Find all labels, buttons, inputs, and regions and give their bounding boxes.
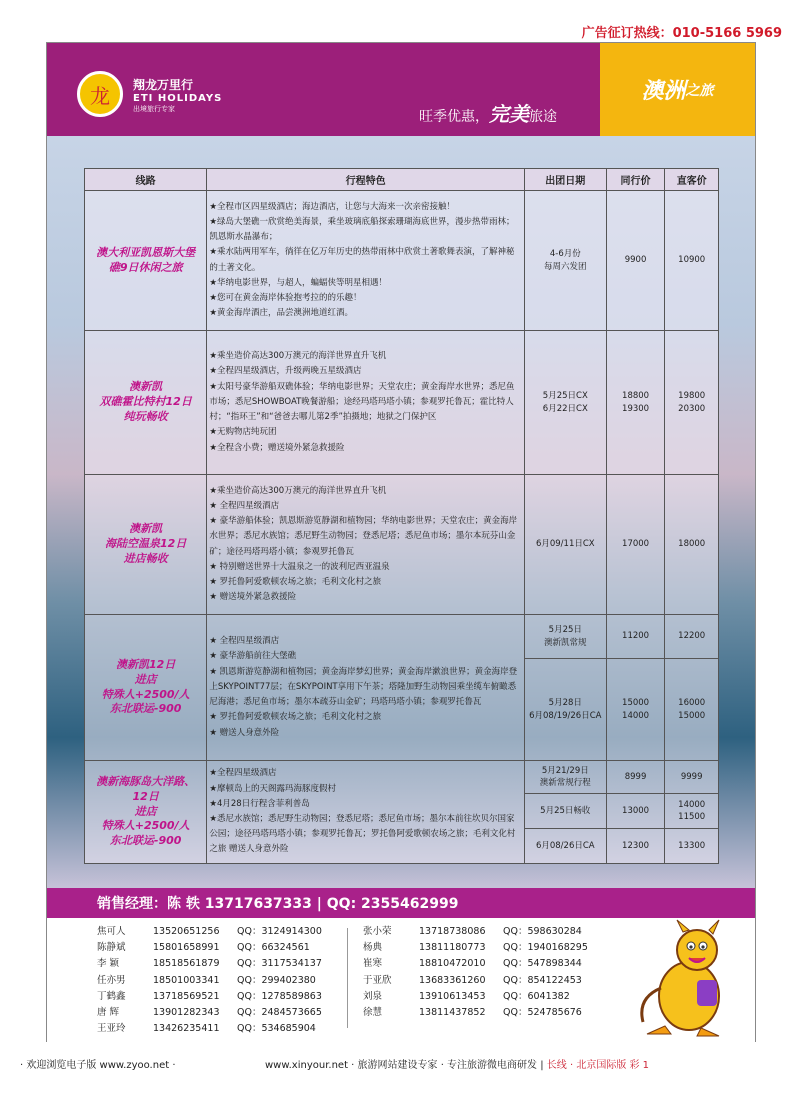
contact-name: 崔寒 (363, 958, 383, 970)
peer-price-cell (606, 475, 665, 615)
line: 14000 (678, 799, 706, 810)
contact-qq: QQ：3117534137 (237, 958, 322, 970)
ad-frame (46, 42, 756, 1042)
line: 澳新凯12日 (116, 657, 176, 671)
footer-left: · 欢迎浏览电子版 www.zyoo.net · (20, 1060, 176, 1071)
feature-line: ★ 全程四星级酒店 (209, 500, 280, 511)
footer-mid (265, 1056, 780, 1071)
feature-line: ★无购物店纯玩团 (209, 427, 277, 438)
line: 双礁霍比特村12日 (99, 395, 192, 409)
feature-line: ★太阳号豪华游船双礁体验；华纳电影世界；天堂农庄；黄金海岸水世界；悉尼鱼市场；悉尼SHOWBOAT晚餐游船；途经玛塔玛塔小镇；参观罗托鲁瓦；霍比特人村；“指环王”和“爸爸去哪儿第2季”拍摄地；地狱之门保护区 (209, 381, 515, 423)
retail-price-cell (665, 615, 719, 659)
line: 进店 (134, 672, 157, 686)
line: 澳新凯常规 (544, 637, 587, 648)
retail-price-cell (665, 475, 719, 615)
line: 13000 (622, 805, 650, 816)
contact-name: 杨典 (363, 942, 383, 954)
retail-price-cell (665, 331, 719, 475)
line: 13300 (678, 840, 706, 851)
header-date: 出团日期 (524, 169, 606, 191)
contact-row (97, 956, 337, 972)
header-peer-price: 同行价 (606, 169, 665, 191)
contact-row (97, 924, 337, 940)
line: 特殊人+2500/人 (101, 819, 190, 833)
features-cell (207, 331, 525, 475)
line: 11200 (622, 631, 650, 642)
feature-line: ★乘水陆两用军车，徜徉在亿万年历史的热带雨林中欣赏土著歌舞表演，了解神秘的土著文化。 (209, 247, 515, 273)
peer-price-cell (606, 191, 665, 331)
peer-price-cell (606, 659, 665, 761)
line: 18800 (622, 391, 650, 402)
header-features: 行程特色 (207, 169, 525, 191)
contacts-right (363, 924, 603, 1021)
contact-qq: QQ：598630284 (503, 926, 582, 937)
table-row (85, 615, 719, 659)
line: 进店畅收 (123, 551, 168, 565)
table-row (85, 331, 719, 475)
feature-line: ★全程四星级酒店 (209, 768, 277, 779)
header-route: 线路 (85, 169, 207, 191)
line: 15000 (622, 698, 650, 709)
line: 礁9日休闲之旅 (108, 260, 183, 274)
line: 每周六发团 (544, 261, 587, 272)
line: 6月08/19/26日CA (529, 710, 602, 721)
features-cell (207, 191, 525, 331)
contact-row (97, 1021, 337, 1037)
header-retail-price: 直客价 (665, 169, 719, 191)
feature-line: ★悉尼水族馆；悉尼野生动物园；登悉尼塔；悉尼鱼市场；墨尔本前往坎贝尔国家公园；途径玛塔玛塔小镇；参观罗托鲁瓦；罗托鲁阿爱歌顿农场之旅；毛利文化村之旅 赠送人身意外险 (209, 814, 516, 855)
contact-phone: 13718569521 (153, 990, 220, 1002)
contacts (47, 918, 755, 1042)
line: 进店 (134, 804, 157, 818)
banner (47, 43, 755, 136)
line: 澳新海豚岛大洋路、 (96, 774, 196, 788)
feature-line: ★ 豪华游船体验；凯恩斯游览静湖和植物园；华纳电影世界；天堂农庄；黄金海岸水世界；悉尼水族馆；悉尼野生动物园；登悉尼塔；悉尼鱼市场；墨尔本玩芬山金矿；途径玛塔玛塔小镇；参观罗托鲁瓦 (209, 516, 518, 557)
line: 5月25日畅收 (540, 805, 591, 816)
contact-phone: 13683361260 (419, 974, 486, 986)
line: 10900 (678, 255, 706, 266)
hotline: 广告征订热线：010-5166 5969 (581, 26, 782, 41)
line: 东北联运-900 (109, 702, 182, 716)
divider (347, 928, 348, 1028)
feature-line: ★ 特别赠送世界十大温泉之一的波利尼西亚温泉 (209, 561, 390, 572)
contact-phone: 13901282343 (153, 1007, 220, 1019)
contact-name: 王亚玲 (97, 1023, 126, 1035)
feature-line: ★ 罗托鲁阿爱歌顿农场之旅；毛利文化村之旅 (209, 576, 382, 587)
contact-phone: 13520651256 (153, 926, 220, 937)
contact-row (97, 973, 337, 989)
dragon-logo-icon: 龙 (77, 71, 123, 117)
feature-line: ★4月28日行程含菲利普岛 (209, 798, 310, 809)
line: 18000 (678, 539, 706, 550)
feature-line: ★乘坐造价高达300万澳元的海洋世界直升飞机 (209, 485, 387, 496)
retail-price-cell (665, 191, 719, 331)
feature-line: ★绿岛大堡礁一欣赏绝美海景，乘坐玻璃底船探索珊瑚海底世界，漫步热带雨林；凯恩斯水晶瀑布； (209, 216, 515, 243)
contacts-left (97, 924, 337, 1037)
footer-mid-text: www.xinyour.net · 旅游网站建设专家 · 专注旅游微电商研发 | (265, 1060, 544, 1071)
table-header (85, 169, 719, 191)
line: 15000 (678, 710, 706, 721)
contact-name: 李 颖 (97, 958, 120, 970)
contact-row (363, 956, 603, 972)
line: 8999 (624, 771, 647, 782)
peer-price-cell (606, 761, 665, 794)
line: 19800 (678, 391, 706, 402)
line: 6月08/26日CA (535, 840, 595, 851)
route-cell (85, 615, 207, 761)
kangaroo-mascot-icon (627, 918, 745, 1040)
slogan-a: 旺季优惠， (419, 109, 489, 125)
feature-line: ★ 赠送人身意外险 (209, 727, 280, 738)
feature-line: ★ 全程四星级酒店 (209, 636, 280, 647)
contact-phone: 18810472010 (419, 958, 486, 970)
slogan-big: 完美 (489, 102, 529, 126)
contact-row (363, 940, 603, 956)
date-cell (524, 659, 606, 761)
contact-qq: QQ：3124914300 (237, 926, 322, 937)
feature-line: ★ 豪华游船前往大堡礁 (209, 651, 297, 662)
brand-en: ETI HOLIDAYS (133, 93, 223, 104)
features-cell (207, 615, 525, 761)
brand (133, 76, 222, 114)
footer-right: 长线 · 北京国际版 彩 1 (543, 1060, 650, 1071)
date-cell (524, 794, 606, 829)
slogan-b: 旅途 (529, 109, 557, 125)
brand-cn: 翔龙万里行 (133, 78, 194, 92)
line: 14000 (622, 710, 650, 721)
peer-price-cell (606, 829, 665, 864)
contact-qq: QQ：66324561 (237, 942, 310, 954)
feature-line: ★华纳电影世界，与超人，蝙蝠侠等明星相遇！ (209, 277, 387, 288)
brand-sub: 出境旅行专家 (133, 105, 175, 113)
line: 4-6月份 (549, 249, 581, 260)
peer-price-cell (606, 615, 665, 659)
contact-phone: 13910613453 (419, 990, 486, 1002)
contact-phone: 13811437852 (419, 1007, 486, 1019)
line: 16000 (678, 698, 706, 709)
line: 东北联运-900 (109, 834, 182, 848)
line: 12日 (132, 789, 159, 803)
route-cell (85, 191, 207, 331)
contact-qq: QQ：2484573665 (237, 1007, 322, 1019)
route-cell (85, 475, 207, 615)
contact-name: 刘泉 (363, 990, 383, 1002)
feature-line: ★您可在黄金海岸体验抱考拉的的乐趣！ (209, 292, 362, 303)
contact-phone: 13718738086 (419, 926, 486, 937)
contact-qq: QQ：1278589863 (237, 990, 322, 1002)
retail-price-cell (665, 761, 719, 794)
date-cell (524, 615, 606, 659)
contact-name: 唐 辉 (97, 1007, 120, 1019)
feature-line: ★ 凯恩斯游览静湖和植物园；黄金海岸梦幻世界；黄金海岸漱浪世界；黄金海岸登上SKYPOINT77层；在SKYPOINT享用下午茶；塔隆加野生动物园乘坐缆车俯瞰悉尼海港；悉尼鱼市场；墨尔本疏芬山金矿；玛塔玛塔小镇；参观罗托鲁瓦 (209, 666, 518, 708)
date-cell (524, 331, 606, 475)
retail-price-cell (665, 659, 719, 761)
contact-qq: QQ：6041382 (503, 990, 570, 1002)
retail-price-cell (665, 829, 719, 864)
sales-manager: 销售经理：陈 轶 13717637333 | QQ: 2355462999 (47, 888, 755, 918)
peer-price-cell (606, 331, 665, 475)
contact-name: 丁鹤鑫 (97, 990, 126, 1002)
feature-line: ★全程市区四星级酒店；海边酒店，让您与大海来一次亲密接触！ (209, 201, 455, 212)
contact-name: 于亚欣 (363, 974, 392, 986)
contact-phone: 18501003341 (153, 974, 220, 986)
line: 5月25日 (548, 625, 582, 636)
contact-name: 任亦男 (97, 974, 126, 986)
line: 9900 (624, 255, 647, 266)
date-cell (524, 761, 606, 794)
line: 澳新凯 (129, 380, 163, 394)
contact-name: 陈静斌 (97, 942, 126, 954)
contact-phone: 18518561879 (153, 958, 220, 970)
line: 澳新凯 (129, 522, 163, 536)
date-cell (524, 191, 606, 331)
itinerary-table (84, 168, 719, 864)
route-cell (85, 761, 207, 864)
feature-line: ★摩顿岛上的天阁露玛海豚度假村 (209, 783, 336, 794)
contact-row (97, 989, 337, 1005)
feature-line: ★乘坐造价高达300万澳元的海洋世界直升飞机 (209, 351, 387, 362)
feature-line: ★ 赠送境外紧急救援险 (209, 592, 297, 603)
contact-row (363, 924, 603, 940)
peer-price-cell (606, 794, 665, 829)
contact-qq: QQ：299402380 (237, 974, 316, 986)
date-cell (524, 475, 606, 615)
contact-row (363, 989, 603, 1005)
feature-line: ★全程四星级酒店，升级两晚五星级酒店 (209, 366, 362, 377)
contact-name: 张小荣 (363, 926, 392, 937)
feature-line: ★全程含小费；赠送境外紧急救援险 (209, 442, 345, 453)
contact-qq: QQ：854122453 (503, 974, 582, 986)
contact-phone: 13426235411 (153, 1023, 220, 1035)
line: 20300 (678, 403, 706, 414)
feature-line: ★ 罗托鲁阿爱歌顿农场之旅；毛利文化村之旅 (209, 712, 382, 723)
features-cell (207, 761, 525, 864)
features-cell (207, 475, 525, 615)
retail-price-cell (665, 794, 719, 829)
feature-line: ★黄金海岸酒庄，品尝澳洲地道红酒。 (209, 308, 353, 319)
contact-qq: QQ：1940168295 (503, 942, 588, 954)
line: 19300 (622, 403, 650, 414)
line: 12200 (678, 631, 706, 642)
contact-qq: QQ：547898344 (503, 958, 582, 970)
contact-phone: 13811180773 (419, 942, 486, 954)
route-cell (85, 331, 207, 475)
contact-qq: QQ：524785676 (503, 1007, 582, 1019)
line: 6月22日CX (542, 403, 588, 414)
title-main: 澳洲 (641, 79, 686, 104)
line: 5月21/29日 (541, 765, 589, 776)
line: 澳新常规行程 (539, 778, 591, 788)
title-sub: 之旅 (685, 82, 714, 99)
contact-qq: QQ：534685904 (237, 1023, 316, 1035)
contact-name: 焦可人 (97, 926, 126, 937)
line: 5月28日 (548, 698, 582, 709)
contact-name: 徐慧 (363, 1007, 383, 1019)
title-block (600, 43, 755, 136)
line: 海陆空温泉12日 (105, 537, 187, 551)
contact-phone: 15801658991 (153, 942, 220, 954)
table-row (85, 761, 719, 794)
date-cell (524, 829, 606, 864)
contact-row (97, 940, 337, 956)
footer (20, 1056, 780, 1071)
table-row (85, 191, 719, 331)
contact-row (97, 1005, 337, 1021)
line: 特殊人+2500/人 (101, 687, 190, 701)
line: 9999 (680, 771, 703, 782)
line: 澳大利亚凯恩斯大堡 (96, 245, 196, 259)
line: 5月25日CX (542, 391, 588, 402)
line: 6月09/11日CX (535, 539, 595, 550)
contact-row (363, 973, 603, 989)
line: 纯玩畅收 (123, 409, 168, 423)
table-row (85, 475, 719, 615)
line: 11500 (678, 812, 706, 822)
line: 12300 (622, 840, 650, 851)
contact-row (363, 1005, 603, 1021)
slogan (419, 98, 557, 127)
line: 17000 (622, 539, 650, 550)
